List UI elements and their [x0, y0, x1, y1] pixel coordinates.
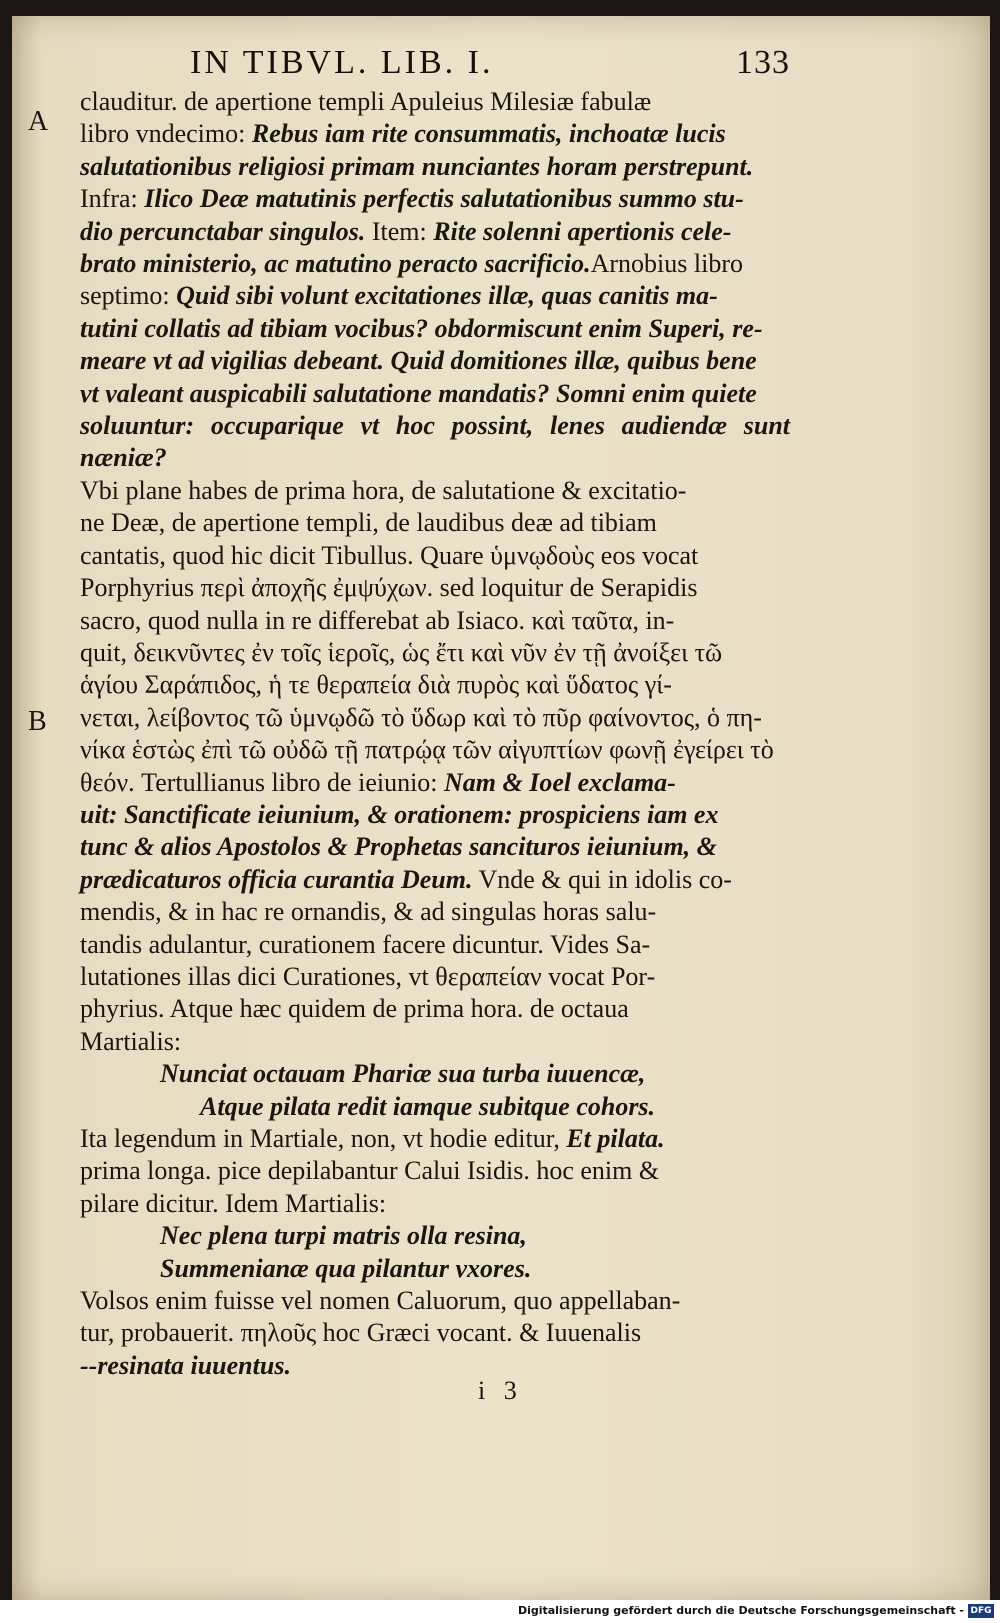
footer-bar [0, 1600, 1000, 1623]
italic-segment: dio percunctabar singulos. [80, 216, 366, 246]
italic-segment: prædicaturos officia curantia Deum. [80, 864, 473, 894]
roman-segment: cantatis, quod hic dicit Tibullus. Quare ὑμνῳδοὺς eos vocat [80, 540, 699, 570]
roman-segment: Infra: [80, 184, 145, 214]
italic-segment: soluuntur: occuparique vt hoc possint, lenes audiendæ sunt næniæ? [80, 411, 790, 473]
roman-segment: νεται, λείβοντος τῶ ὑμνῳδῶ τὸ ὕδωρ καὶ τὸ πῦρ φαίνοντος, ὁ πη- [80, 702, 762, 732]
italic-segment: vt valeant auspicabili salutatione mandatis? Somni enim quiete [80, 378, 757, 408]
text-line [80, 605, 790, 637]
roman-segment: quit, δεικνῦντες ἐν τοῖς ἱεροῖς, ὡς ἔτι καὶ νῦν ἐν τῇ ἀνοίξει τῶ [80, 637, 723, 667]
italic-segment: Rebus iam rite consummatis, inchoatæ lucis [251, 119, 726, 149]
text-line [80, 961, 790, 993]
italic-segment: tutini collatis ad tibiam vocibus? obdormiscunt enim Superi, re- [80, 313, 763, 343]
italic-segment: Nam & Ioel exclama- [444, 767, 676, 797]
italic-segment: Atque pilata redit iamque subitque cohors. [200, 1091, 656, 1121]
text-line [80, 831, 790, 863]
roman-segment: sacro, quod nulla in re differebat ab Isiaco. καὶ ταῦτα, in- [80, 605, 675, 635]
italic-segment: --resinata iuuentus. [80, 1350, 291, 1380]
roman-segment: νίκα ἑστὼς ἐπὶ τῶ οὐδῶ τῇ πατρῴᾳ τῶν αἰγυπτίων φωνῇ ἐγείρει τὸ [80, 735, 774, 765]
text-line [80, 929, 790, 961]
italic-segment: Summenianæ qua pilantur vxores. [160, 1253, 532, 1283]
margin-letter-b: B [28, 706, 47, 737]
text-line [80, 799, 790, 831]
text-line [80, 1253, 790, 1285]
text-line [80, 313, 790, 345]
text-line [80, 216, 790, 248]
text-line [80, 1058, 790, 1090]
margin-letter-a: A [28, 106, 49, 137]
roman-segment: tandis adulantur, curationem facere dicuntur. Vides Sa- [80, 929, 651, 959]
roman-segment: Volsos enim fuisse vel nomen Caluorum, quo appellaban- [80, 1286, 681, 1316]
text-line [80, 702, 790, 734]
text-line [80, 1091, 790, 1123]
roman-segment: Vbi plane habes de prima hora, de salutatione & excitatio- [80, 475, 687, 505]
text-line [80, 767, 790, 799]
roman-segment: Vnde & qui in idolis co- [472, 864, 732, 894]
text-line [80, 1123, 790, 1155]
text-line [80, 280, 790, 312]
text-line [80, 1317, 790, 1349]
roman-segment: θεόν. Tertullianus libro de ieiunio: [80, 767, 445, 797]
italic-segment: uit: Sanctificate ieiunium, & orationem: prospiciens iam ex [80, 799, 719, 829]
text-line [80, 410, 790, 475]
roman-segment: Arnobius libro [590, 249, 744, 279]
roman-segment: pilare dicitur. Idem Martialis: [80, 1188, 387, 1218]
roman-segment: septimo: [80, 281, 177, 311]
text-line [80, 1350, 790, 1382]
roman-segment: Porphyrius περὶ ἀποχῆς ἐμψύχων. sed loquitur de Serapidis [80, 573, 698, 603]
roman-segment: Martialis: [80, 1026, 182, 1056]
roman-segment: prima longa. pice depilabantur Calui Isidis. hoc enim & [80, 1156, 660, 1186]
text-line [80, 1220, 790, 1252]
italic-segment: Quid sibi volunt excitationes illæ, quas canitis ma- [176, 281, 718, 311]
italic-segment: Ilico Deæ matutinis perfectis salutationibus summo stu- [144, 184, 744, 214]
roman-segment: Item: [365, 216, 434, 246]
running-title: IN TIBVL. LIB. I. [190, 44, 494, 81]
text-line [80, 86, 790, 118]
italic-segment: Nunciat octauam Phariæ sua turba iuuencæ, [160, 1059, 646, 1089]
roman-segment: ἁγίου Σαράπιδος, ἡ τε θεραπεία διὰ πυρὸς καὶ ὕδατος γί- [80, 670, 672, 700]
text-line [80, 734, 790, 766]
roman-segment: lutationes illas dici Curationes, vt θεραπείαν vocat Por- [80, 961, 656, 991]
italic-segment: meare vt ad vigilias debeant. Quid domitiones illæ, quibus bene [80, 346, 757, 376]
italic-segment: brato ministerio, ac matutino peracto sacrificio. [80, 249, 591, 279]
page-body [80, 86, 790, 1382]
text-line [80, 993, 790, 1025]
text-line [80, 1155, 790, 1187]
page-number: 133 [736, 44, 790, 81]
italic-segment: Nec plena turpi matris olla resina, [160, 1221, 527, 1251]
roman-segment: clauditur. de apertione templi Apuleius Milesiæ fabulæ [80, 87, 652, 116]
text-line [80, 669, 790, 701]
italic-segment: Et pilata. [566, 1124, 665, 1153]
text-line [80, 864, 790, 896]
italic-segment: tunc & alios Apostolos & Prophetas sancituros ieiunium, & [80, 832, 717, 862]
italic-segment: salutationibus religiosi primam nunciantes horam perstrepunt. [80, 151, 754, 181]
text-line [80, 572, 790, 604]
roman-segment: Ita legendum in Martiale, non, vt hodie editur, [80, 1124, 567, 1153]
text-line [80, 248, 790, 280]
text-line [80, 183, 790, 215]
text-line [80, 507, 790, 539]
roman-segment: ne Deæ, de apertione templi, de laudibus deæ ad tibiam [80, 508, 657, 538]
text-line [80, 637, 790, 669]
text-line [80, 118, 790, 150]
roman-segment: tur, probauerit. πηλοῦς hoc Græci vocant. & Iuuenalis [80, 1318, 642, 1348]
signature-mark: i 3 [478, 1376, 523, 1405]
roman-segment: libro vndecimo: [80, 119, 252, 149]
text-line [80, 540, 790, 572]
text-line [80, 1026, 790, 1058]
italic-segment: Rite solenni apertionis cele- [433, 216, 732, 246]
text-line [80, 378, 790, 410]
running-header [190, 44, 790, 84]
text-line [80, 475, 790, 507]
dfg-logo: DFG [968, 1604, 994, 1618]
roman-segment: phyrius. Atque hæc quidem de prima hora. de octaua [80, 994, 629, 1024]
text-line [80, 345, 790, 377]
text-line [80, 151, 790, 183]
footer-credit: Digitalisierung gefördert durch die Deutsche Forschungsgemeinschaft - [517, 1604, 964, 1617]
text-line [80, 896, 790, 928]
roman-segment: mendis, & in hac re ornandis, & ad singulas horas salu- [80, 897, 657, 927]
text-line [80, 1285, 790, 1317]
text-line [80, 1188, 790, 1220]
